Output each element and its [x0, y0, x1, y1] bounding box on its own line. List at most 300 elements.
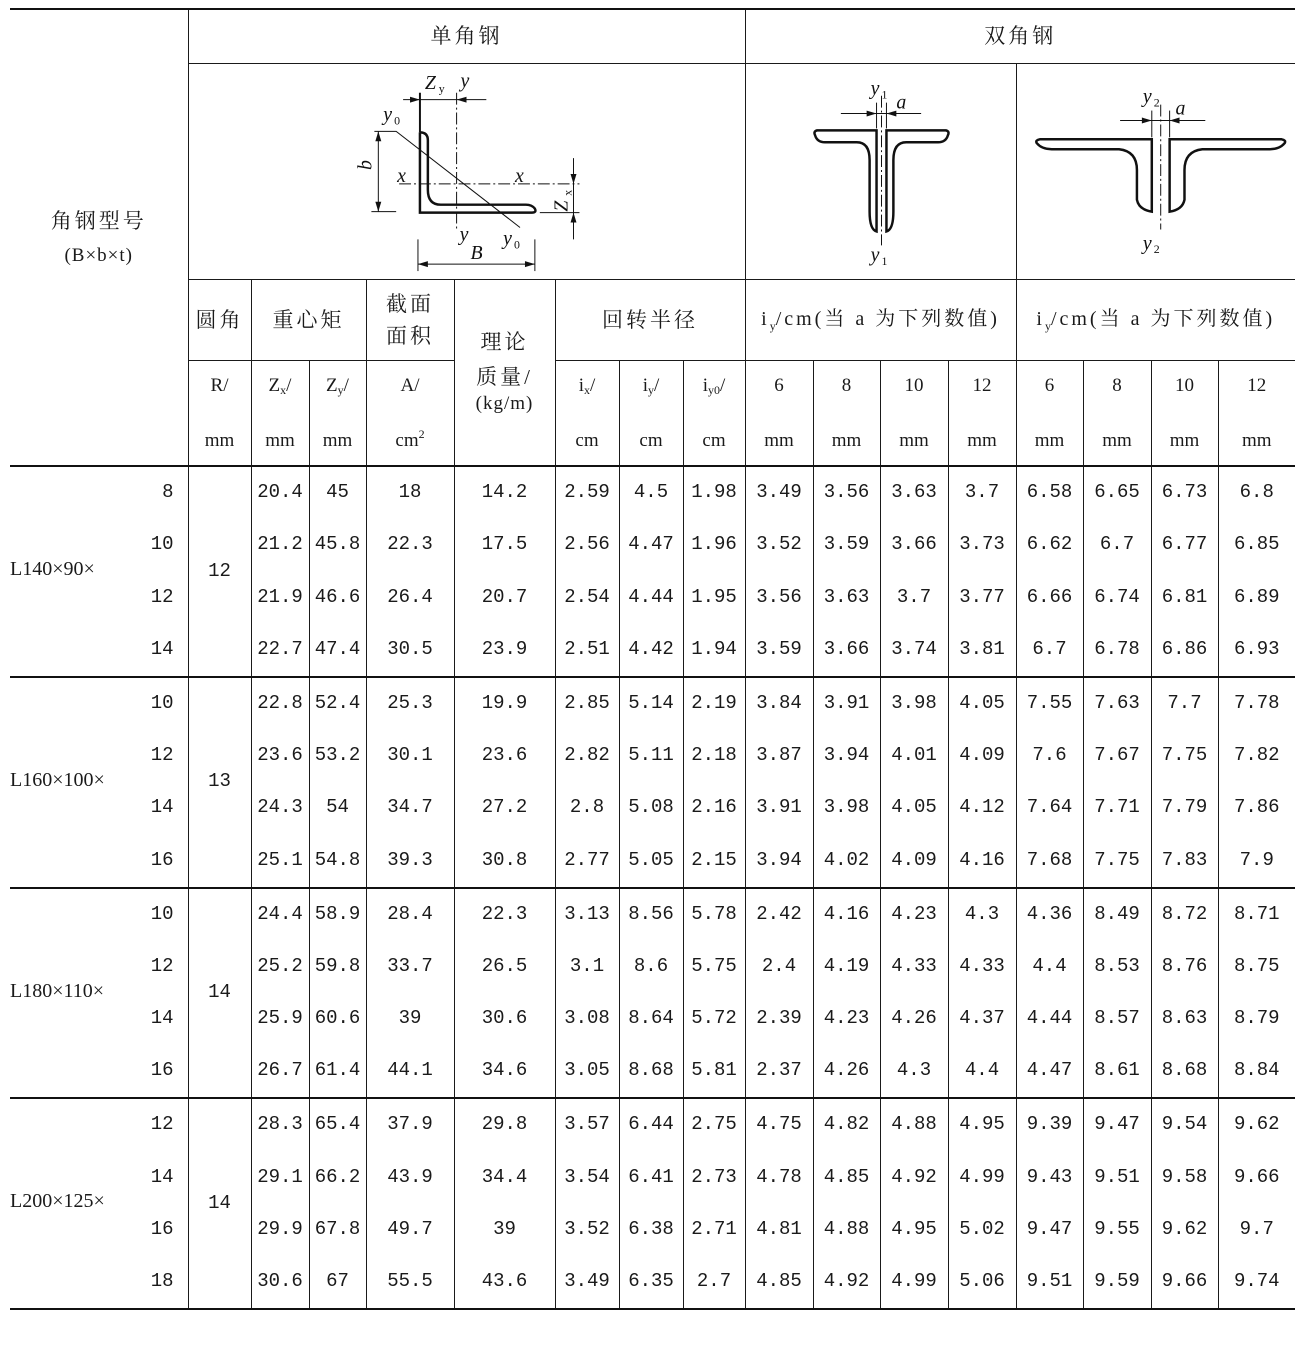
unit-symbol: Z	[326, 374, 338, 396]
value-cell: 67	[309, 1256, 366, 1309]
value-cell: 55.5	[366, 1256, 454, 1309]
value-cell: 8.64	[619, 993, 683, 1045]
unit-symbol: 12	[972, 374, 992, 396]
value-cell: 3.49	[745, 466, 813, 519]
value-cell: 52.4	[309, 677, 366, 730]
a-label: a	[895, 91, 906, 114]
value-cell: 26.7	[251, 1045, 309, 1098]
value-cell: 14.2	[454, 466, 555, 519]
value-cell: 29.1	[251, 1151, 309, 1203]
value-cell: 3.87	[745, 730, 813, 782]
unit-subscript: y	[648, 382, 654, 397]
mass-header-line3: (kg/m)	[475, 392, 534, 414]
value-cell: 34.4	[454, 1151, 555, 1203]
unit-symbol: 6	[774, 374, 784, 396]
value-cell: 3.52	[555, 1204, 619, 1256]
value-cell: 6.66	[1016, 571, 1083, 623]
value-cell: 39	[366, 993, 454, 1045]
fillet-radius-cell: 13	[188, 677, 251, 888]
thickness-value: 12	[150, 744, 174, 767]
x-axis-label-left: x	[396, 164, 406, 187]
unit-header-cell	[880, 361, 948, 467]
value-cell: 3.81	[948, 624, 1016, 677]
value-cell: 3.7	[880, 571, 948, 623]
value-cell: 6.58	[1016, 466, 1083, 519]
unit-text: mm	[831, 429, 862, 451]
model-header	[10, 9, 188, 466]
value-cell: 3.94	[813, 730, 880, 782]
value-cell: 4.26	[813, 1045, 880, 1098]
value-cell: 54.8	[309, 834, 366, 887]
value-cell: 4.16	[948, 834, 1016, 887]
thickness-cell	[10, 782, 188, 834]
unit-header-cell	[619, 361, 683, 467]
thickness-value: 12	[150, 954, 174, 977]
value-cell: 3.56	[745, 571, 813, 623]
value-cell: 3.77	[948, 571, 1016, 623]
value-cell: 4.81	[745, 1204, 813, 1256]
unit-separator: /	[223, 374, 229, 396]
value-cell: 4.99	[880, 1256, 948, 1309]
unit-text: cm	[395, 429, 419, 451]
value-cell: 7.75	[1083, 834, 1151, 887]
value-cell: 37.9	[366, 1098, 454, 1151]
value-cell: 7.68	[1016, 834, 1083, 887]
value-cell: 39.3	[366, 834, 454, 887]
value-cell: 2.39	[745, 993, 813, 1045]
value-cell: 6.85	[1218, 519, 1295, 571]
value-cell: 3.73	[948, 519, 1016, 571]
value-cell: 8.63	[1151, 993, 1218, 1045]
thickness-cell	[10, 1045, 188, 1098]
value-cell: 4.16	[813, 888, 880, 941]
value-cell: 8.72	[1151, 888, 1218, 941]
value-cell: 4.88	[880, 1098, 948, 1151]
value-cell: 3.13	[555, 888, 619, 941]
value-cell: 22.8	[251, 677, 309, 730]
value-cell: 3.56	[813, 466, 880, 519]
value-cell: 19.9	[454, 677, 555, 730]
thickness-value: 18	[150, 1270, 174, 1293]
y0-sub-bottom: 0	[513, 237, 520, 252]
value-cell: 3.54	[555, 1151, 619, 1203]
model-label: L140×90×	[10, 558, 95, 580]
value-cell: 5.78	[683, 888, 745, 941]
y1-label-top: y	[870, 77, 879, 100]
value-cell: 4.05	[880, 782, 948, 834]
value-cell: 4.33	[948, 941, 1016, 993]
value-cell: 45.8	[309, 519, 366, 571]
value-cell: 5.81	[683, 1045, 745, 1098]
unit-text: mm	[204, 429, 235, 451]
value-cell: 3.7	[948, 466, 1016, 519]
single-angle-section-icon	[189, 64, 745, 279]
value-cell: 4.78	[745, 1151, 813, 1203]
thickness-value: 10	[150, 902, 174, 925]
table-row	[10, 1098, 1295, 1151]
single-angle-header: 单角钢	[188, 9, 745, 64]
value-cell: 2.37	[745, 1045, 813, 1098]
value-cell: 6.7	[1016, 624, 1083, 677]
value-cell: 3.66	[813, 624, 880, 677]
value-cell: 5.02	[948, 1204, 1016, 1256]
value-cell: 9.47	[1016, 1204, 1083, 1256]
value-cell: 3.98	[880, 677, 948, 730]
value-cell: 6.89	[1218, 571, 1295, 623]
value-cell: 8.79	[1218, 993, 1295, 1045]
value-cell: 3.1	[555, 941, 619, 993]
model-label: L200×125×	[10, 1190, 105, 1213]
unit-separator: /	[720, 374, 726, 396]
b-label: b	[353, 160, 376, 171]
unit-subscript: y	[337, 382, 344, 397]
value-cell: 9.43	[1016, 1151, 1083, 1203]
value-cell: 8.84	[1218, 1045, 1295, 1098]
value-cell: 2.15	[683, 834, 745, 887]
unit-header-cell	[813, 361, 880, 467]
single-angle-diagram	[188, 64, 745, 280]
value-cell: 6.77	[1151, 519, 1218, 571]
table-row	[10, 677, 1295, 730]
value-cell: 2.82	[555, 730, 619, 782]
value-cell: 25.2	[251, 941, 309, 993]
unit-symbol: 10	[1175, 374, 1194, 396]
value-cell: 3.66	[880, 519, 948, 571]
zx-label: Z	[550, 200, 573, 212]
value-cell: 67.8	[309, 1204, 366, 1256]
thickness-value: 8	[162, 481, 174, 504]
value-cell: 21.9	[251, 571, 309, 623]
value-cell: 8.68	[1151, 1045, 1218, 1098]
thickness-cell	[10, 1204, 188, 1256]
value-cell: 7.55	[1016, 677, 1083, 730]
value-cell: 2.42	[745, 888, 813, 941]
value-cell: 66.2	[309, 1151, 366, 1203]
thickness-value: 10	[150, 533, 174, 556]
unit-symbol: i	[578, 374, 584, 396]
model-label: L160×100×	[10, 768, 105, 791]
unit-header-cell	[1083, 361, 1151, 467]
table-row	[10, 466, 1295, 519]
value-cell: 1.96	[683, 519, 745, 571]
value-cell: 2.54	[555, 571, 619, 623]
unit-separator: /	[343, 374, 349, 396]
value-cell: 4.85	[745, 1256, 813, 1309]
value-cell: 18	[366, 466, 454, 519]
unit-text: mm	[899, 429, 929, 451]
value-cell: 2.8	[555, 782, 619, 834]
value-cell: 4.47	[619, 519, 683, 571]
value-cell: 65.4	[309, 1098, 366, 1151]
value-cell: 4.12	[948, 782, 1016, 834]
value-cell: 2.56	[555, 519, 619, 571]
zy-sub: y	[438, 81, 445, 96]
value-cell: 7.78	[1218, 677, 1295, 730]
value-cell: 7.79	[1151, 782, 1218, 834]
value-cell: 4.33	[880, 941, 948, 993]
value-cell: 30.6	[251, 1256, 309, 1309]
value-cell: 4.44	[1016, 993, 1083, 1045]
centroid-header: 重心矩	[251, 280, 366, 361]
value-cell: 22.3	[454, 888, 555, 941]
thickness-value: 12	[150, 585, 174, 608]
value-cell: 6.65	[1083, 466, 1151, 519]
mass-header-line1: 理论	[480, 330, 529, 355]
model-formula: (B×b×t)	[64, 244, 134, 266]
B-label: B	[469, 242, 483, 265]
value-cell: 7.63	[1083, 677, 1151, 730]
thickness-cell	[10, 519, 188, 571]
value-cell: 43.6	[454, 1256, 555, 1309]
unit-separator: /	[590, 374, 596, 396]
value-cell: 2.77	[555, 834, 619, 887]
value-cell: 4.02	[813, 834, 880, 887]
value-cell: 39	[454, 1204, 555, 1256]
y0-label-bottom: y	[502, 227, 512, 250]
thickness-value: 14	[150, 796, 174, 819]
unit-text: mm	[322, 429, 353, 451]
value-cell: 23.6	[251, 730, 309, 782]
value-cell: 43.9	[366, 1151, 454, 1203]
unit-text: mm	[967, 429, 997, 451]
value-cell: 4.3	[948, 888, 1016, 941]
value-cell: 6.81	[1151, 571, 1218, 623]
value-cell: 7.71	[1083, 782, 1151, 834]
value-cell: 6.7	[1083, 519, 1151, 571]
value-cell: 4.95	[880, 1204, 948, 1256]
unit-symbol: A	[400, 374, 415, 396]
value-cell: 7.7	[1151, 677, 1218, 730]
fillet-header: 圆角	[188, 280, 251, 361]
value-cell: 9.62	[1218, 1098, 1295, 1151]
value-cell: 1.95	[683, 571, 745, 623]
value-cell: 3.08	[555, 993, 619, 1045]
value-cell: 30.6	[454, 993, 555, 1045]
iy-rest: /cm(当 a 为下列数值)	[1050, 307, 1276, 330]
fillet-radius-cell: 12	[188, 466, 251, 677]
value-cell: 9.59	[1083, 1256, 1151, 1309]
unit-header-cell	[1218, 361, 1295, 467]
unit-text: mm	[265, 429, 295, 451]
value-cell: 7.6	[1016, 730, 1083, 782]
value-cell: 4.5	[619, 466, 683, 519]
model-label-header: 角钢型号	[50, 208, 147, 233]
unit-symbol: 12	[1247, 374, 1267, 396]
value-cell: 7.83	[1151, 834, 1218, 887]
value-cell: 3.63	[813, 571, 880, 623]
unit-header-cell	[555, 361, 619, 467]
thickness-value: 16	[150, 1059, 174, 1082]
iy-sym: i	[1036, 307, 1045, 330]
value-cell: 54	[309, 782, 366, 834]
value-cell: 53.2	[309, 730, 366, 782]
iy-rest: /cm(当 a 为下列数值)	[775, 307, 1000, 330]
value-cell: 3.05	[555, 1045, 619, 1098]
value-cell: 4.23	[880, 888, 948, 941]
value-cell: 7.64	[1016, 782, 1083, 834]
value-cell: 8.61	[1083, 1045, 1151, 1098]
value-cell: 3.84	[745, 677, 813, 730]
value-cell: 8.6	[619, 941, 683, 993]
value-cell: 2.75	[683, 1098, 745, 1151]
value-cell: 30.5	[366, 624, 454, 677]
unit-symbol: 8	[841, 374, 852, 396]
value-cell: 23.9	[454, 624, 555, 677]
thickness-cell	[10, 941, 188, 993]
unit-header-cell	[683, 361, 745, 467]
iy-sub: y	[1044, 318, 1051, 333]
value-cell: 9.58	[1151, 1151, 1218, 1203]
value-cell: 9.39	[1016, 1098, 1083, 1151]
unit-superscript: 2	[418, 426, 425, 441]
value-cell: 34.7	[366, 782, 454, 834]
area-header	[366, 280, 454, 361]
value-cell: 4.95	[948, 1098, 1016, 1151]
value-cell: 6.8	[1218, 466, 1295, 519]
unit-header-cell	[188, 361, 251, 467]
value-cell: 4.85	[813, 1151, 880, 1203]
value-cell: 28.3	[251, 1098, 309, 1151]
value-cell: 6.62	[1016, 519, 1083, 571]
unit-text: mm	[764, 429, 794, 451]
value-cell: 28.4	[366, 888, 454, 941]
y0-sub-top: 0	[393, 113, 400, 128]
thickness-cell	[10, 571, 188, 623]
value-cell: 34.6	[454, 1045, 555, 1098]
unit-separator: /	[654, 374, 660, 396]
y2-sub-top: 2	[1153, 95, 1160, 110]
value-cell: 6.86	[1151, 624, 1218, 677]
unit-text: mm	[1241, 429, 1272, 451]
unit-subscript: x	[280, 382, 287, 397]
value-cell: 45	[309, 466, 366, 519]
value-cell: 3.57	[555, 1098, 619, 1151]
value-cell: 30.8	[454, 834, 555, 887]
thickness-cell	[10, 624, 188, 677]
y2-label-bottom: y	[1142, 232, 1152, 255]
value-cell: 59.8	[309, 941, 366, 993]
unit-header-cell	[309, 361, 366, 467]
gyration-header: 回转半径	[555, 280, 745, 361]
value-cell: 9.47	[1083, 1098, 1151, 1151]
value-cell: 2.19	[683, 677, 745, 730]
value-cell: 9.7	[1218, 1204, 1295, 1256]
unit-separator: /	[286, 374, 292, 396]
mass-header	[454, 280, 555, 467]
thickness-cell	[10, 834, 188, 887]
value-cell: 2.85	[555, 677, 619, 730]
value-cell: 17.5	[454, 519, 555, 571]
double-angle-diagram-long-legs	[1016, 64, 1295, 280]
value-cell: 4.82	[813, 1098, 880, 1151]
value-cell: 23.6	[454, 730, 555, 782]
value-cell: 9.62	[1151, 1204, 1218, 1256]
value-cell: 44.1	[366, 1045, 454, 1098]
model-label: L180×110×	[10, 979, 105, 1002]
unit-text: mm	[1034, 429, 1065, 451]
unit-symbol: i	[642, 374, 648, 396]
value-cell: 30.1	[366, 730, 454, 782]
value-cell: 6.73	[1151, 466, 1218, 519]
iy-header-long-legs	[1016, 280, 1295, 361]
unit-subscript: y0	[708, 382, 720, 397]
value-cell: 25.9	[251, 993, 309, 1045]
thickness-value: 12	[150, 1113, 174, 1136]
value-cell: 9.55	[1083, 1204, 1151, 1256]
angle-steel-table	[10, 8, 1295, 1310]
fillet-radius-cell: 14	[188, 1098, 251, 1309]
value-cell: 3.94	[745, 834, 813, 887]
unit-symbol: 8	[1112, 374, 1122, 396]
value-cell: 6.93	[1218, 624, 1295, 677]
a-label-2: a	[1175, 97, 1185, 120]
value-cell: 3.52	[745, 519, 813, 571]
double-angle-t-section-icon	[746, 64, 1016, 279]
value-cell: 9.66	[1151, 1256, 1218, 1309]
value-cell: 25.1	[251, 834, 309, 887]
value-cell: 5.14	[619, 677, 683, 730]
unit-header-cell	[251, 361, 309, 467]
unit-text: mm	[1102, 429, 1132, 451]
value-cell: 9.51	[1083, 1151, 1151, 1203]
value-cell: 9.51	[1016, 1256, 1083, 1309]
value-cell: 22.3	[366, 519, 454, 571]
value-cell: 47.4	[309, 624, 366, 677]
value-cell: 1.98	[683, 466, 745, 519]
value-cell: 58.9	[309, 888, 366, 941]
unit-text: cm	[702, 429, 726, 451]
value-cell: 4.19	[813, 941, 880, 993]
unit-subscript: x	[584, 382, 590, 397]
value-cell: 24.3	[251, 782, 309, 834]
thickness-cell	[10, 993, 188, 1045]
y1-sub-top: 1	[880, 87, 887, 102]
value-cell: 2.71	[683, 1204, 745, 1256]
value-cell: 7.82	[1218, 730, 1295, 782]
value-cell: 6.35	[619, 1256, 683, 1309]
value-cell: 2.18	[683, 730, 745, 782]
value-cell: 8.57	[1083, 993, 1151, 1045]
value-cell: 2.7	[683, 1256, 745, 1309]
value-cell: 4.92	[813, 1256, 880, 1309]
value-cell: 5.11	[619, 730, 683, 782]
double-angle-diagram-short-legs	[745, 64, 1016, 280]
value-cell: 4.05	[948, 677, 1016, 730]
y0-label-top: y	[382, 103, 392, 126]
mass-header-line2: 质量/	[476, 364, 533, 389]
value-cell: 1.94	[683, 624, 745, 677]
double-angle-header: 双角钢	[745, 9, 1295, 64]
value-cell: 3.49	[555, 1256, 619, 1309]
thickness-cell	[10, 1151, 188, 1203]
value-cell: 7.86	[1218, 782, 1295, 834]
value-cell: 4.47	[1016, 1045, 1083, 1098]
value-cell: 26.5	[454, 941, 555, 993]
value-cell: 5.08	[619, 782, 683, 834]
value-cell: 2.51	[555, 624, 619, 677]
table-row	[10, 888, 1295, 941]
value-cell: 8.68	[619, 1045, 683, 1098]
value-cell: 7.9	[1218, 834, 1295, 887]
y2-sub-bottom: 2	[1153, 242, 1160, 257]
value-cell: 60.6	[309, 993, 366, 1045]
value-cell: 5.75	[683, 941, 745, 993]
value-cell: 4.4	[948, 1045, 1016, 1098]
value-cell: 21.2	[251, 519, 309, 571]
y-axis-label-bottom: y	[459, 223, 468, 246]
value-cell: 2.4	[745, 941, 813, 993]
double-angle-wide-section-icon	[1017, 64, 1296, 279]
